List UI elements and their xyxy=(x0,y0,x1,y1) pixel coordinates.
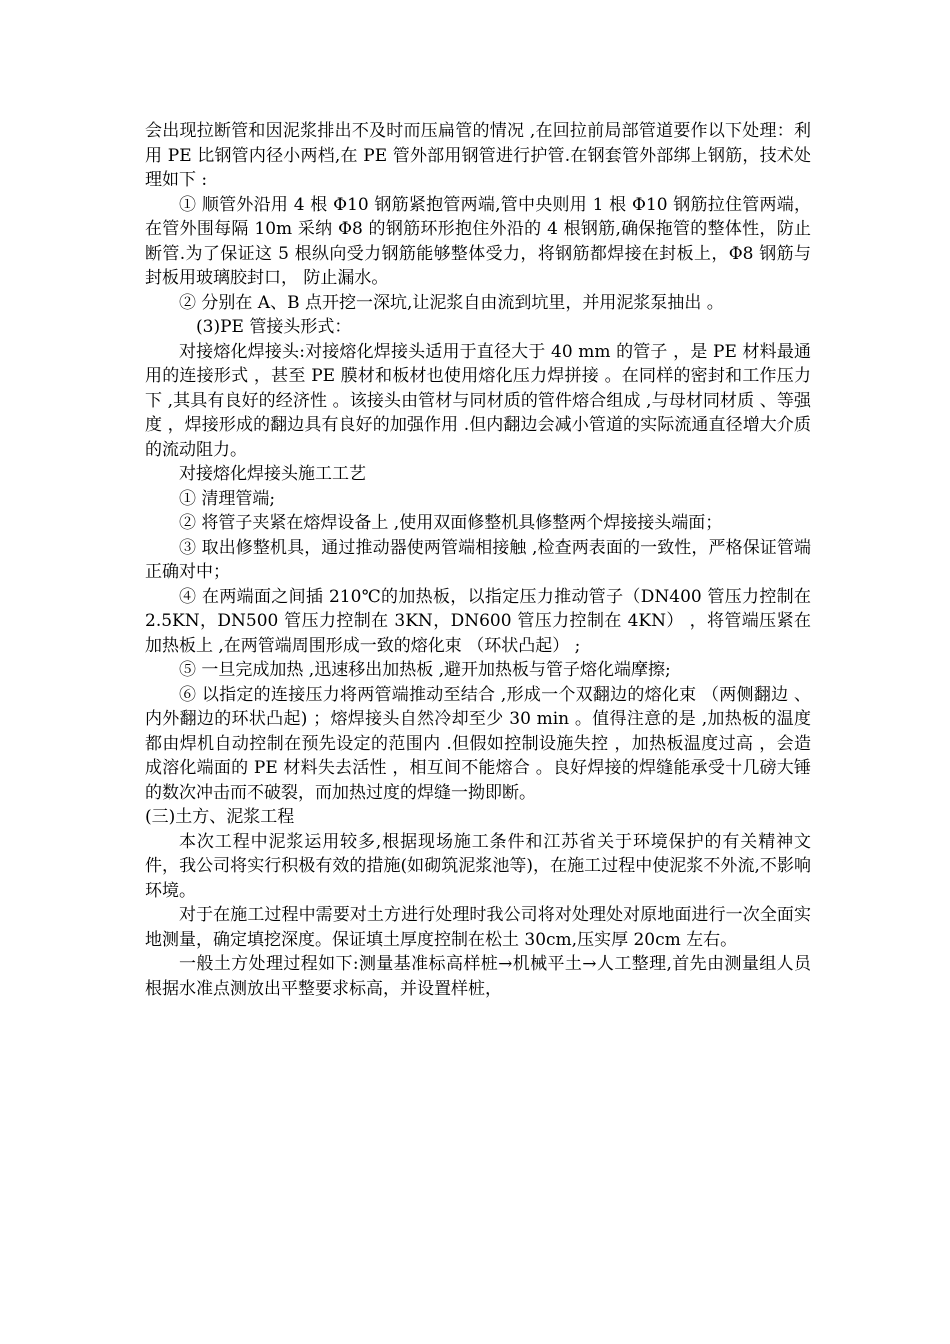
paragraph: ② 分别在 A、B 点开挖一深坑,让泥浆自由流到坑里，并用泥浆泵抽出 。 xyxy=(179,292,724,313)
paragraph: 一般土方处理过程如下:测量基准标高样桩→机械平土→人工整理,首先由测量组人员根据水准点测放出平整要求标高，并设置样桩， xyxy=(145,954,811,999)
paragraph: ① 顺管外沿用 4 根 Φ10 钢筋紧抱管两端,管中央则用 1 根 Φ10 钢筋拉住管两端，在管外围每隔 10m 采纳 Φ8 的钢筋环形抱住外沿的 4 根钢筋,确保拖管的整体性，防止断管.为了保证这 5 根纵向受力钢筋能够整体受力，将钢筋都焊接在封板上，Φ8 钢筋与封板用玻璃胶封口， 防止漏水。 xyxy=(145,194,811,288)
list-item: ② 将管子夹紧在熔焊设备上 ,使用双面修整机具修整两个焊接接头端面； xyxy=(179,513,723,533)
subsection-heading: 对接熔化焊接头施工工艺 xyxy=(179,464,366,484)
document-body xyxy=(145,119,811,1001)
list-item: ③ 取出修整机具，通过推动器使两管端相接触 ,检查两表面的一致性，严格保证管端正确对中； xyxy=(145,537,811,582)
list-item: ④ 在两端面之间插 210℃的加热板，以指定压力推动管子（DN400 管压力控制在 2.5KN，DN500 管压力控制在 3KN，DN600 管压力控制在 4KN） ，将管端压紧在加热板上 ,在两管端周围形成一致的熔化束 （环状凸起） ; xyxy=(145,586,811,656)
list-item: ⑥ 以指定的连接压力将两管端推动至结合 ,形成一个双翻边的熔化束 （两侧翻边 、内外翻边的环状凸起) ；熔焊接头自然冷却至少 30 min 。值得注意的是 ,加热板的温度都由焊机自动控制在预先设定的范围内 .但假如控制设施失控 ，加热板温度过高 ，会造成溶化端面的 PE 材料失去活性 ，相互间不能熔合 。良好焊接的焊缝能承受十几磅大锤的数次冲击而不破裂，而加热过度的焊缝一拗即断。 xyxy=(145,684,811,803)
section-heading: (3)PE 管接头形式： xyxy=(196,317,352,337)
paragraph: 对于在施工过程中需要对土方进行处理时我公司将对处理处对原地面进行一次全面实地测量，确定填挖深度。保证填土厚度控制在松土 30cm,压实厚 20cm 左右。 xyxy=(145,905,811,950)
paragraph: 对接熔化焊接头:对接熔化焊接头适用于直径大于 40 mm 的管子 ，是 PE 材料最通用的连接形式 ，甚至 PE 膜材和板材也使用熔化压力焊拼接 。在同样的密封和工作压力下 ,其具有良好的经济性 。该接头由管材与同材质的管件熔合组成 ,与母材同材质 、等强度 ，焊接形成的翻边具有良好的加强作用 .但内翻边会减小管道的实际流通直径增大介质的流动阻力。 xyxy=(145,341,811,460)
list-item: ① 清理管端; xyxy=(179,488,276,509)
section-heading: (三)土方、泥浆工程 xyxy=(145,807,295,827)
paragraph: 会出现拉断管和因泥浆排出不及时而压扁管的情况 ,在回拉前局部管道要作以下处理：利用 PE 比钢管内径小两档,在 PE 管外部用钢管进行护管.在钢套管外部绑上钢筋，技术处理如下 : xyxy=(145,121,811,190)
list-item: ⑤ 一旦完成加热 ,迅速移出加热板 ,避开加热板与管子熔化端摩擦; xyxy=(179,660,671,680)
paragraph: 本次工程中泥浆运用较多,根据现场施工条件和江苏省关于环境保护的有关精神文件，我公司将实行积极有效的措施(如砌筑泥浆池等)，在施工过程中使泥浆不外流,不影响环境。 xyxy=(145,831,811,901)
